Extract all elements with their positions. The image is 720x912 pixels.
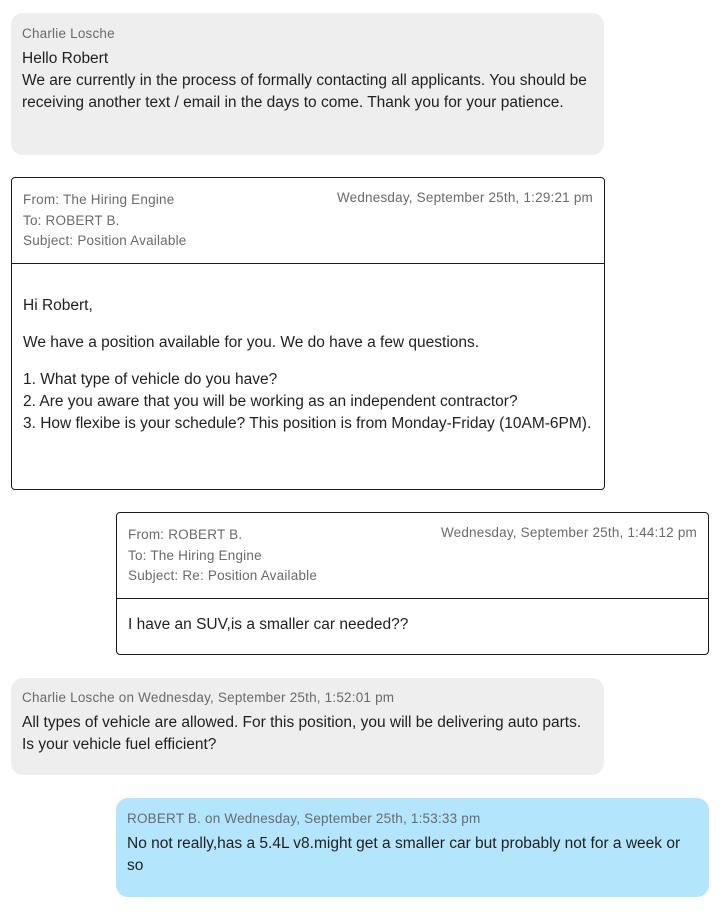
email-header — [117, 513, 708, 599]
email-timestamp: Wednesday, September 25th, 1:44:12 pm — [440, 525, 697, 540]
message-text: No not really,has a 5.4L v8.might get a smaller car but probably not for a week or so — [127, 835, 681, 874]
email-to: To: ROBERT B. — [23, 212, 120, 228]
email-card — [116, 512, 709, 655]
email-question: 3. How flexibe is your schedule? This position is from Monday-Friday (10AM-6PM). — [23, 415, 592, 432]
email-from: From: The Hiring Engine — [23, 192, 175, 207]
email-body-text: I have an SUV,is a smaller car needed?? — [128, 616, 409, 633]
message-text: All types of vehicle are allowed. For this position, you will be delivering auto parts. Is your vehicle fuel efficient? — [22, 714, 582, 753]
email-body — [117, 599, 708, 636]
email-to: To: The Hiring Engine — [128, 547, 262, 563]
email-subject: Subject: Re: Position Available — [128, 568, 318, 583]
email-subject: Subject: Position Available — [23, 233, 187, 248]
message-text: We are currently in the process of formally contacting all applicants. You should be receiving another text / email in the days to come. Thank you for your patience. — [22, 72, 587, 111]
email-body — [12, 264, 604, 435]
email-header — [12, 178, 604, 264]
email-timestamp: Wednesday, September 25th, 1:29:21 pm — [336, 190, 593, 205]
outgoing-message-bubble — [116, 798, 709, 897]
incoming-message-bubble — [11, 13, 604, 155]
email-question: 2. Are you aware that you will be working as an independent contractor? — [23, 393, 518, 410]
message-sender: Charlie Losche — [22, 26, 115, 41]
email-greeting: Hi Robert, — [23, 297, 93, 314]
email-question: 1. What type of vehicle do you have? — [23, 371, 278, 388]
email-intro: We have a position available for you. We do have a few questions. — [23, 334, 480, 351]
message-meta: ROBERT B. on Wednesday, September 25th, 1:53:33 pm — [127, 811, 481, 826]
email-card — [11, 177, 605, 490]
message-meta: Charlie Losche on Wednesday, September 25th, 1:52:01 pm — [22, 690, 395, 705]
incoming-message-bubble — [11, 678, 604, 775]
email-from: From: ROBERT B. — [128, 527, 243, 542]
message-text: Hello Robert — [22, 50, 109, 67]
